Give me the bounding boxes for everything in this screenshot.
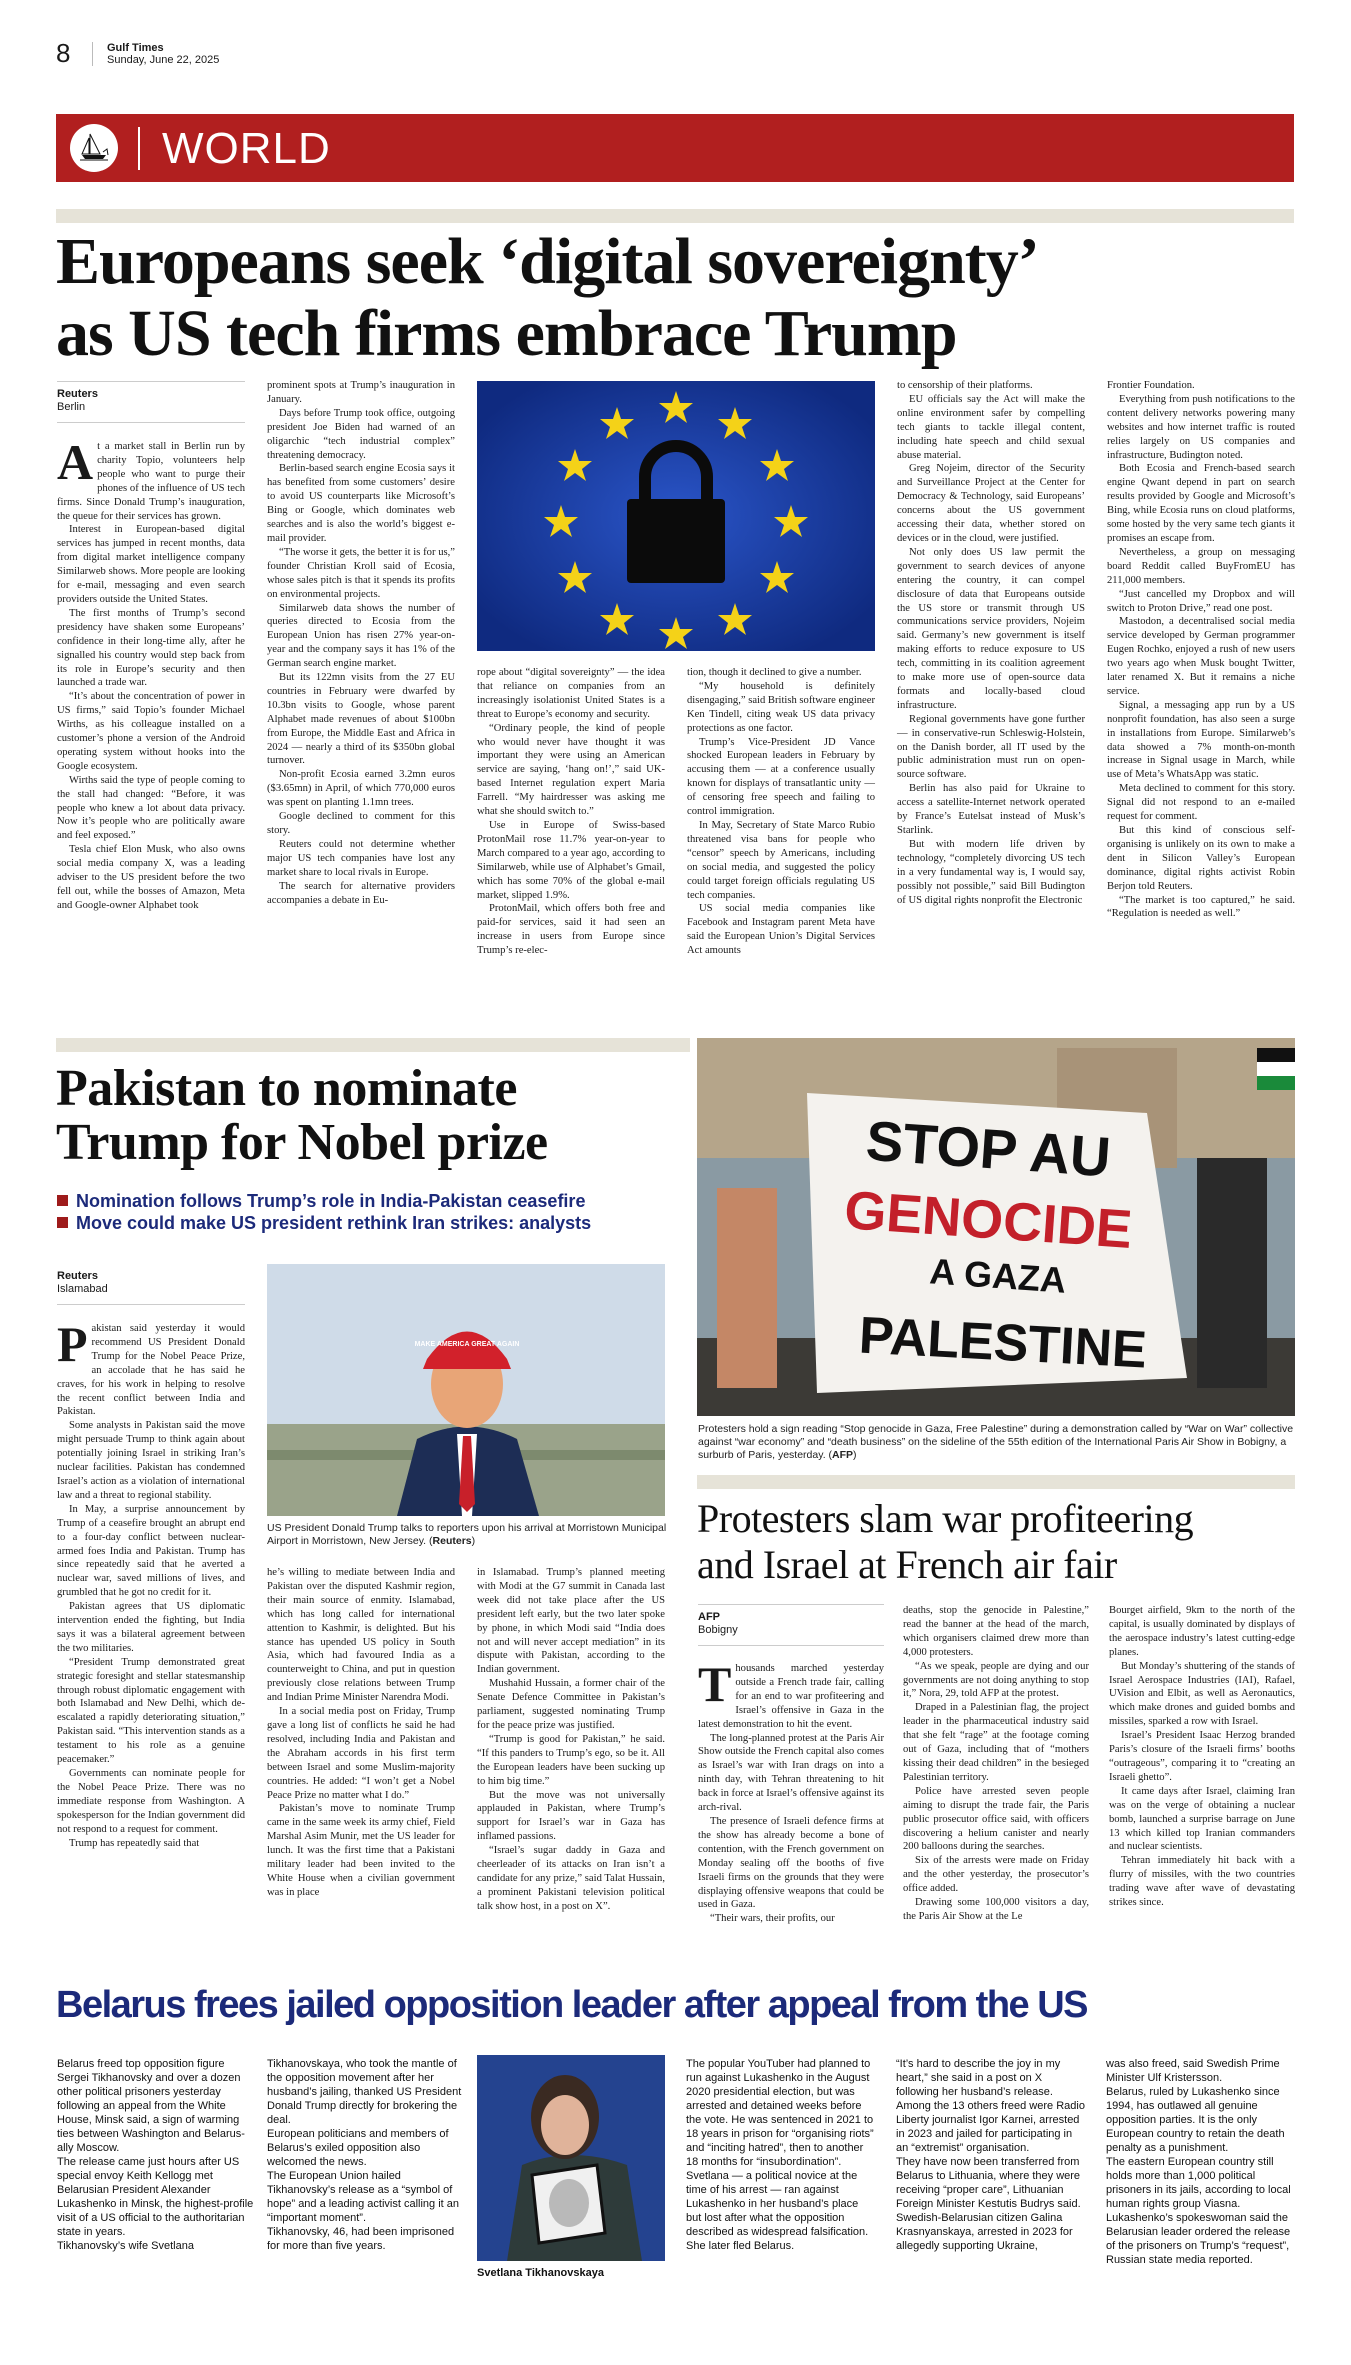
masthead-divider bbox=[92, 42, 93, 66]
issue-date: Sunday, June 22, 2025 bbox=[107, 54, 220, 66]
bullet-square-icon bbox=[57, 1217, 68, 1228]
story1-column-6: Frontier Foundation. Everything from push notifications to the content delivery networks powering many websites and how internet traffic is routed relies largely on US companies and infrastructure, Budington noted. Both Ecosia and French-based search engine Qwant depend in part on search results provided by Google and Microsoft’s Bing, while Ecosia runs on cloud platforms, some hosted by the very same tech giants it promises an escape from. Nevertheless, a group on messaging board Reddit called BuyFromEU has 211,000 members. “Just cancelled my Dropbox and will switch to Proton Drive,” read one post. Mastodon, a decentralised social media service developed by German programmer Eugen Rochko, enjoyed a rush of new users two years ago when Musk bought Twitter, later renamed X. But it remains a niche service. Signal, a messaging app run by a US nonprofit foundation, has also seen a surge in installations from Europe. Similarweb’s data showed a 7% month-on-month increase in Signal usage in March, while use of Meta’s WhatsApp was static. Meta declined to comment for this story. Signal did not respond to an e-mailed request for comment. But this kind of conscious self-organising is unlikely on its own to make a dent in Silicon Valley’s European dominance, digital rights activist Robin Berjon told Reuters. “The market is too captured,” he said. “Regulation is needed as well.” bbox=[1107, 380, 1295, 920]
svg-text:MAKE AMERICA GREAT AGAIN: MAKE AMERICA GREAT AGAIN bbox=[414, 1341, 520, 1348]
byline bbox=[57, 1264, 245, 1305]
agency: Reuters bbox=[57, 1270, 98, 1282]
story1-column-2: prominent spots at Trump’s inauguration in January. Days before Trump took office, outgoing president Joe Biden had warned of an oligarchic “tech industrial complex” threatening democracy. Berlin-based search engine Ecosia says it has benefited from some customers’ desire to avoid US counterparts like Microsoft’s Bing or Google, which dominates web searches and is also the world’s biggest e-mail provider. “The worse it gets, the better it is for us,” founder Christian Kroll said of Ecosia, whose sales pitch is that it spends its profits on environmental projects. Similarweb data shows the number of queries directed to Ecosia from the European Union has risen 27% year-on-year and the company says it has 1% of the German search engine market. But its 122mn visits from the 27 EU countries in February were dwarfed by 10.3bn visits to Google, whose parent Alphabet made revenues of about $100bn from Europe, the Middle East and Africa in 2024 — nearly a third of its $350bn global turnover. Non-profit Ecosia earned 3.2mn euros ($3.65mn) in April, of which 770,000 euros was spent on planting 1.1mn trees. Google declined to comment for this story. Reuters could not determine whether major US tech companies have lost any market share to local rivals in Europe. The search for alternative providers accompanies a debate in Eu- bbox=[267, 380, 455, 906]
story3-headline bbox=[697, 1496, 1297, 1588]
story-divider bbox=[697, 1475, 1295, 1489]
story4-column-2: Tikhanovskaya, who took the mantle of the opposition movement after her husband’s jailing, thanked US President Donald Trump directly for brokering the deal. European politicians and members of Belarus’s exiled opposition also welcomed the news. The European Union hailed Tikhanovsky’s release as a “symbol of hope” and a leading activist calling it an “important moment”. Tikhanovsky, 46, had been imprisoned for more than five years. bbox=[267, 2058, 462, 2252]
story4-column-3: The popular YouTuber had planned to run against Lukashenko in the August 2020 presidential election, but was arrested and detained weeks before the vote. He was sentenced in 2021 to 18 years in prison for “organising riots” and “inciting hatred”, then to another 18 months for “insubordination”. Svetlana — a political novice at the time of his arrest — ran against Lukashenko in her husband’s place but lost after what the opposition described as widespread falsification. She later fled Belarus. bbox=[686, 2058, 874, 2252]
headline-line: Europeans seek ‘digital sovereignty’ bbox=[56, 225, 1039, 298]
dropcap: A bbox=[57, 434, 94, 490]
agency: AFP bbox=[698, 1611, 720, 1623]
headline-line: and Israel at French air fair bbox=[697, 1542, 1117, 1587]
story1-headline bbox=[56, 226, 1296, 370]
headline-line: as US tech firms embrace Trump bbox=[56, 297, 957, 370]
headline-line: Pakistan to nominate bbox=[56, 1060, 517, 1117]
byline bbox=[698, 1604, 884, 1646]
section-banner bbox=[56, 114, 1294, 182]
protest-photo bbox=[697, 1038, 1295, 1416]
dateline: Bobigny bbox=[698, 1624, 738, 1636]
story2-headline bbox=[56, 1062, 696, 1170]
tikhanovskaya-photo bbox=[477, 2055, 665, 2261]
byline bbox=[57, 381, 245, 423]
banner-divider bbox=[138, 127, 140, 170]
dhow-boat-icon bbox=[70, 124, 118, 172]
story1-column-1: At a market stall in Berlin run by charity Topio, volunteers help people who want to purge their phones of the influence of US tech firms. Since Donald Trump’s inauguration, the queue for their services has grown. Interest in European-based digital services has jumped in recent months, data from digital market intelligence company Similarweb shows. More people are looking for e-mail, messaging and even search providers outside the United States. The first months of Trump’s second presidency have shaken some Europeans’ confidence in their long-time ally, after he signalled his country would step back from its role in Europe’s security and then launched a trade war. “It’s about the concentration of power in US firms,” said Topio’s founder Michael Wirths, as his colleague installed on a customer’s phone a version of the Android operating system without hooks into the Google ecosystem. Wirths said the type of people coming to the stall had changed: “Before, it was people who knew a lot about data privacy. Now it’s people who are politically aware and feel exposed.” Tesla chief Elon Musk, who also owns social media company X, was a leading adviser to the US president before the two fell out, while the bosses of Amazon, Meta and Google-owner Alphabet took bbox=[57, 434, 245, 911]
story2-column-3: in Islamabad. Trump’s planned meeting with Modi at the G7 summit in Canada last week did not take place after the US president left early, but the two later spoke by phone, in which Modi said “India does not and will never accept mediation” in its dispute with Pakistan, according to the Indian government. Mushahid Hussain, a former chair of the Senate Defence Committee in Pakistan’s parliament, suggested nominating Trump for the peace prize was justified. “Trump is good for Pakistan,” he said. “If this panders to Trump’s ego, so be it. All the European leaders have been sucking up to him big time.” But the move was not universally applauded in Pakistan, where Trump’s support for Israel’s war in Gaza has inflamed passions. “Israel’s sugar daddy in Gaza and cheerleader of its attacks on Iran isn’t a candidate for any prize,” said Talat Hussain, a prominent Pakistani television political talk show host, in a post on X”. bbox=[477, 1567, 665, 1912]
story4-headline: Belarus frees jailed opposition leader after appeal from the US bbox=[56, 1984, 1088, 2026]
tikhanovskaya-photo-caption: Svetlana Tikhanovskaya bbox=[477, 2267, 604, 2279]
story3-column-1: Thousands marched yesterday outside a French trade fair, calling for an end to war profiteering and Israel’s offensive in Gaza in the latest demonstration to hit the event. The long-planned protest at the Paris Air Show outside the French capital also comes as Israel’s war with Iran drags on into a ninth day, with Tehran threatening to hit back in force at Israel’s offensive against its arch-rival. The presence of Israeli defence firms at the show has already become a bone of contention, with the French government on Monday sealing off the booths of five Israeli firms on the grounds that they were displaying offensive weapons that could be used in Gaza. “Their wars, their profits, our bbox=[698, 1656, 885, 1925]
story4-column-1: Belarus freed top opposition figure Sergei Tikhanovsky and over a dozen other political prisoners yesterday following an appeal from the White House, Minsk said, a sign of warming ties between Washington and Belarus-ally Moscow. The release came just hours after US special envoy Keith Kellogg met Belarusian President Alexander Lukashenko in Minsk, the highest-profile visit of a US official to the authoritarian state in years. Tikhanovsky’s wife Svetlana bbox=[57, 2058, 254, 2252]
story2-decks bbox=[57, 1190, 697, 1234]
story1-column-3: rope about “digital sovereignty” — the idea that reliance on companies from an increasingly isolationist United States is a threat to Europe’s economy and security. “Ordinary people, the kind of people who would never have thought it was important they were using an American service are saying, ‘hang on!’,” said UK-based Internet regulation expert Maria Farrell. “My hairdresser was asking me what she should switch to.” Use in Europe of Swiss-based ProtonMail rose 11.7% year-on-year to March compared to a year ago, according to Similarweb, while use of Alphabet’s Gmail, which has some 70% of the global e-mail market, slipped 1.9%. ProtonMail, which offers both free and paid-for services, said it had seen an increase in users from Europe since Trump’s re-elec- bbox=[477, 667, 665, 957]
trump-photo-caption: US President Donald Trump talks to reporters upon his arrival at Morristown Municipal Airport in Morristown, New Jersey. (Reuters) bbox=[267, 1522, 667, 1547]
bullet-square-icon bbox=[57, 1195, 68, 1206]
deck-item: Nomination follows Trump’s role in India-Pakistan ceasefire bbox=[57, 1190, 697, 1212]
dropcap: P bbox=[57, 1316, 88, 1372]
dateline: Berlin bbox=[57, 401, 86, 413]
story4-column-5: was also freed, said Swedish Prime Minister Ulf Kristersson. Belarus, ruled by Lukashenko since 1994, has outlawed all genuine opposition parties. It is the only European country to retain the death penalty as a punishment. The eastern European country still holds more than 1,000 political prisoners in its jails, according to local human rights group Viasna. Lukashenko’s spokeswoman said the Belarusian leader ordered the release of the prisoners on Trump’s “request”, Russian state media reported. bbox=[1106, 2058, 1291, 2266]
dropcap: T bbox=[698, 1656, 732, 1712]
trump-photo bbox=[267, 1264, 665, 1516]
story-divider bbox=[56, 209, 1294, 223]
protest-photo-caption: Protesters hold a sign reading “Stop genocide in Gaza, Free Palestine” during a demonstration called by “War on War” collective against “war economy” and “death business” on the sideline of the 55th edition of the International Paris Air Show in Bobigny, a surburb of Paris, yesterday. (AFP) bbox=[698, 1423, 1294, 1461]
dateline: Islamabad bbox=[57, 1283, 108, 1295]
headline-line: Protesters slam war profiteering bbox=[697, 1496, 1194, 1541]
svg-text:A GAZA: A GAZA bbox=[928, 1250, 1068, 1301]
story1-column-5: to censorship of their platforms. EU officials say the Act will make the online environment safer by compelling tech giants to tackle illegal content, including hate speech and child sexual abuse material. Greg Nojeim, director of the Security and Surveillance Project at the Center for Democracy & Technology, said Europeans’ concerns about the US government accessing their data, whether stored on devices or in the cloud, were justified. Not only does US law permit the government to search devices of anyone entering the country, it can compel disclosure of data that Europeans outside the US store or transmit through US communications service providers, Nojeim said. Germany’s new government is itself making efforts to reduce exposure to US tech, committing in its coalition agreement to make more use of open-source data formats and locally-based cloud infrastructure. Regional governments have gone further — in conservative-run Schleswig-Holstein, on the Danish border, all IT used by the public administration must run on open-source software. Berlin has also paid for Ukraine to access a satellite-Internet network operated by France’s Eutelsat instead of Musk’s Starlink. But with modern life driven by technology, “completely divorcing US tech in a very fundamental way is, I would say, possibly not possible,” said Bill Budington of US digital rights nonprofit the Electronic bbox=[897, 380, 1085, 906]
story1-column-4: tion, though it declined to give a number. “My household is definitely disengaging,” said British software engineer Ken Tindell, citing weak US data privacy protections as one factor. Trump’s Vice-President JD Vance shocked European leaders in February by accusing them — at a conference usually known for displays of transatlantic unity — of censoring free speech and failing to control immigration. In May, Secretary of State Marco Rubio threatened visa bans for people who “censor” speech by Americans, including on social media, and suggested the policy could target foreign officials regulating US tech companies. US social media companies like Facebook and Instagram parent Meta have said the European Union’s Digital Services Act amounts bbox=[687, 667, 875, 957]
agency: Reuters bbox=[57, 388, 98, 400]
section-title: WORLD bbox=[162, 124, 331, 173]
story3-column-3: Bourget airfield, 9km to the north of the capital, is usually dominated by displays of the aerospace industry’s latest cutting-edge planes. But Monday’s shuttering of the stands of Israel Aerospace Industries (IAI), Rafael, UVision and Elbit, as well as Aeronautics, which make drones and guided bombs and missiles, sparked a row with Israel. Israel’s President Isaac Herzog branded Paris’s closure of the Israeli firms’ booths “outrageous”, comparing it to “creating an Israeli ghetto”. It came days after Israel, claiming Iran was on the verge of obtaining a nuclear bomb, launched a surprise barrage on June 13 which killed top Iranian commanders and nuclear scientists. Tehran immediately hit back with a flurry of missiles, with the two countries trading wave after wave of devastating strikes since. bbox=[1109, 1605, 1295, 1909]
deck-item: Move could make US president rethink Iran strikes: analysts bbox=[57, 1212, 697, 1234]
headline-line: Trump for Nobel prize bbox=[56, 1114, 548, 1171]
story3-column-2: deaths, stop the genocide in Palestine,” read the banner at the head of the march, which organisers claimed drew more than 4,000 protesters. “As we speak, people are dying and our governments are not doing anything to stop it,” Nora, 29, told AFP at the protest. Draped in a Palestinian flag, the project leader in the pharmaceutical industry said that she felt “rage” at the footage coming out of Gaza, including that of “mothers kissing their dead children” in the besieged Palestinian territory. Police have arrested seven people aiming to disrupt the trade fair, the Paris public prosecutor office said, with officers discovering a helium canister and nearly 200 balloons during the searches. Six of the arrests were made on Friday and the other yesterday, the prosecutor’s office added. Drawing some 100,000 visitors a day, the Paris Air Show at the Le bbox=[903, 1605, 1089, 1922]
padlock-eu-stars-image bbox=[477, 381, 875, 651]
svg-text:STOP AU: STOP AU bbox=[864, 1108, 1113, 1189]
svg-text:PALESTINE: PALESTINE bbox=[857, 1306, 1149, 1380]
story2-column-1: Pakistan said yesterday it would recommend US President Donald Trump for the Nobel Peace Prize, an accolade that he has said he craves, for his work in helping to resolve the recent conflict between India and Pakistan. Some analysts in Pakistan said the move might persuade Trump to think again about potentially joining Israel in striking Iran’s nuclear facilities. Pakistan has condemned Israel’s action as a violation of international law and a threat to regional stability. In May, a surprise announcement by Trump of a ceasefire brought an abrupt end to a four-day conflict between nuclear-armed foes India and Pakistan. Trump has since repeatedly said that he averted a nuclear war, saved millions of lives, and grumbled that he got no credit for it. Pakistan agrees that US diplomatic intervention ended the fighting, but India says it was a bilateral agreement between the two militaries. “President Trump demonstrated great strategic foresight and stellar statesmanship through robust diplomatic engagement with both Islamabad and New Delhi, which de-escalated a rapidly deteriorating situation,” Pakistan said. “This intervention stands as a testament to his role as a genuine peacemaker.” Governments can nominate people for the Nobel Peace Prize. There was no immediate response from Washington. A spokesperson for the Indian government did not respond to a request for comment. Trump has repeatedly said that bbox=[57, 1316, 245, 1849]
story2-column-2: he’s willing to mediate between India and Pakistan over the disputed Kashmir region, their main source of enmity. Islamabad, which has long called for international attention to Kashmir, is delighted. But his stance has upended US policy in South Asia, which had favoured India as a counterweight to China, and put in question previously close relations between Trump and Indian Prime Minister Narendra Modi. In a social media post on Friday, Trump gave a long list of conflicts he said he had resolved, including India and Pakistan and the Abraham accords in his first term between Israel and some Muslim-majority countries. He added: “I won’t get a Nobel Peace Prize no matter what I do.” Pakistan’s move to nominate Trump came in the same week its army chief, Field Marshal Asim Munir, met the US leader for lunch. It was the first time that a Pakistani military leader had been invited to the White House when a civilian government was in place bbox=[267, 1567, 455, 1898]
paper-name: Gulf Times bbox=[107, 42, 164, 54]
page-number: 8 bbox=[56, 38, 71, 68]
svg-text:GENOCIDE: GENOCIDE bbox=[842, 1180, 1135, 1261]
story4-column-4: “It’s hard to describe the joy in my heart,” she said in a post on X following her husband’s release. Among the 13 others freed were Radio Liberty journalist Igor Karnei, arrested in 2023 and jailed for participating in an “extremist” organisation. They have now been transferred from Belarus to Lithuania, where they were receiving “proper care”, Lithuanian Foreign Minister Kestutis Budrys said. Swedish-Belarusian citizen Galina Krasnyanskaya, arrested in 2023 for allegedly supporting Ukraine, bbox=[896, 2058, 1085, 2252]
story-divider bbox=[56, 1038, 690, 1052]
